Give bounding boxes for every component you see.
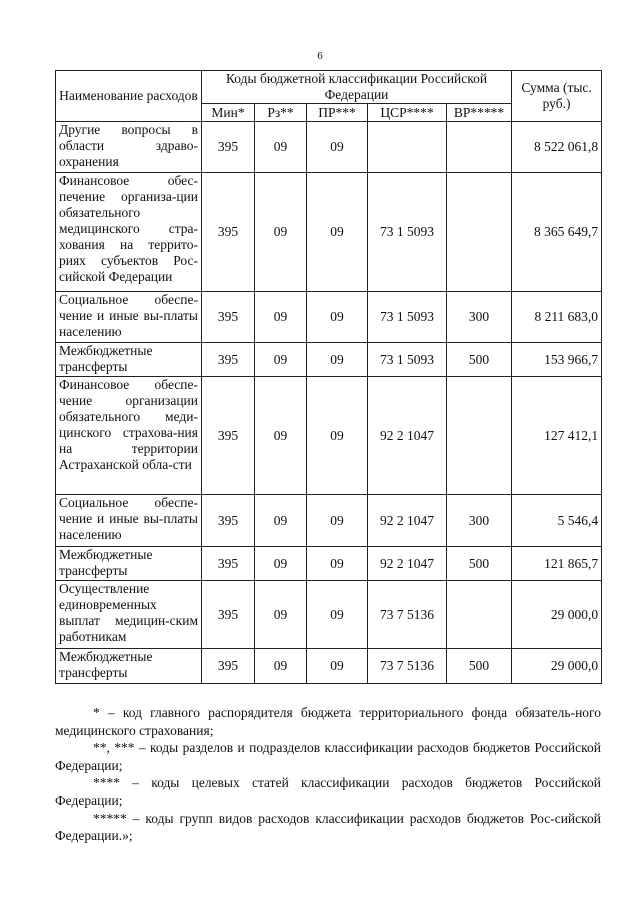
row-pr: 09 [307,581,368,649]
header-codes-group: Коды бюджетной классификации Российской Федерации [202,71,512,104]
row-name: Финансовое обес-печение организа-ции обязательного медицинского стра-хования на террито-риях субъектов Рос-сийской Федерации [56,173,202,292]
table-row [56,649,602,684]
row-rz: 09 [255,377,307,495]
row-vr: 300 [447,495,512,547]
row-min: 395 [202,581,255,649]
row-rz: 09 [255,292,307,343]
row-sum: 8 365 649,7 [512,173,602,292]
row-rz: 09 [255,581,307,649]
row-name: Межбюджетные трансферты [56,649,202,684]
row-sum: 121 865,7 [512,547,602,581]
row-vr [447,173,512,292]
row-csr: 73 1 5093 [368,173,447,292]
budget-table [55,70,602,684]
footnotes [55,704,601,845]
row-name: Другие вопросы в области здраво-охранения [56,122,202,173]
row-sum: 153 966,7 [512,343,602,377]
footnote-vr: ***** – коды групп видов расходов классификации расходов бюджетов Рос-сийской Федерации.»; [55,810,601,844]
row-vr [447,122,512,173]
header-pr: ПР*** [307,104,368,122]
header-min: Мин* [202,104,255,122]
row-pr: 09 [307,122,368,173]
row-vr: 500 [447,649,512,684]
footnote-min: * – код главного распорядителя бюджета территориального фонда обязатель-ного медицинского страхования; [55,705,601,738]
row-rz: 09 [255,495,307,547]
row-sum: 5 546,4 [512,495,602,547]
header-vr: ВР***** [447,104,512,122]
row-vr: 500 [447,343,512,377]
row-rz: 09 [255,122,307,173]
row-sum: 29 000,0 [512,649,602,684]
table-row [56,547,602,581]
row-name: Осуществление единовременных выплат медицин-ским работникам [56,581,202,649]
row-sum: 127 412,1 [512,377,602,495]
row-name: Финансовое обеспе-чение организации обязательного меди-цинского страхова-ния на территории Астраханской обла-сти [56,377,202,495]
row-min: 395 [202,343,255,377]
row-name: Межбюджетные трансферты [56,343,202,377]
row-pr: 09 [307,547,368,581]
row-csr: 73 7 5136 [368,649,447,684]
header-csr: ЦСР**** [368,104,447,122]
row-rz: 09 [255,173,307,292]
page-number: 6 [317,50,323,62]
row-csr: 73 7 5136 [368,581,447,649]
row-vr [447,581,512,649]
row-name: Межбюджетные трансферты [56,547,202,581]
row-pr: 09 [307,173,368,292]
row-csr: 73 1 5093 [368,292,447,343]
row-min: 395 [202,122,255,173]
row-min: 395 [202,377,255,495]
footnote-rz-pr: **, *** – коды разделов и подразделов классификации расходов бюджетов Российской Федерации; [55,740,601,773]
footnote-csr: **** – коды целевых статей классификации расходов бюджетов Российской Федерации; [55,775,601,808]
row-rz: 09 [255,649,307,684]
header-name: Наименование расходов [56,71,202,122]
row-pr: 09 [307,343,368,377]
row-csr: 73 1 5093 [368,343,447,377]
row-csr: 92 2 1047 [368,547,447,581]
table-row [56,343,602,377]
table-row [56,377,602,495]
row-pr: 09 [307,649,368,684]
row-rz: 09 [255,343,307,377]
row-sum: 8 211 683,0 [512,292,602,343]
row-rz: 09 [255,547,307,581]
row-pr: 09 [307,377,368,495]
row-sum: 29 000,0 [512,581,602,649]
row-min: 395 [202,547,255,581]
header-rz: Рз** [255,104,307,122]
table-row [56,173,602,292]
row-sum: 8 522 061,8 [512,122,602,173]
table-row [56,292,602,343]
table-row [56,495,602,547]
row-csr: 92 2 1047 [368,495,447,547]
header-sum: Сумма (тыс. руб.) [512,71,602,122]
row-name: Социальное обеспе-чение и иные вы-платы населению [56,495,202,547]
row-min: 395 [202,649,255,684]
table-row [56,581,602,649]
row-pr: 09 [307,495,368,547]
row-min: 395 [202,292,255,343]
row-min: 395 [202,495,255,547]
row-min: 395 [202,173,255,292]
row-name: Социальное обеспе-чение и иные вы-платы населению [56,292,202,343]
row-vr: 500 [447,547,512,581]
row-pr: 09 [307,292,368,343]
row-csr: 92 2 1047 [368,377,447,495]
row-vr: 300 [447,292,512,343]
row-csr [368,122,447,173]
table-row [56,122,602,173]
row-vr [447,377,512,495]
